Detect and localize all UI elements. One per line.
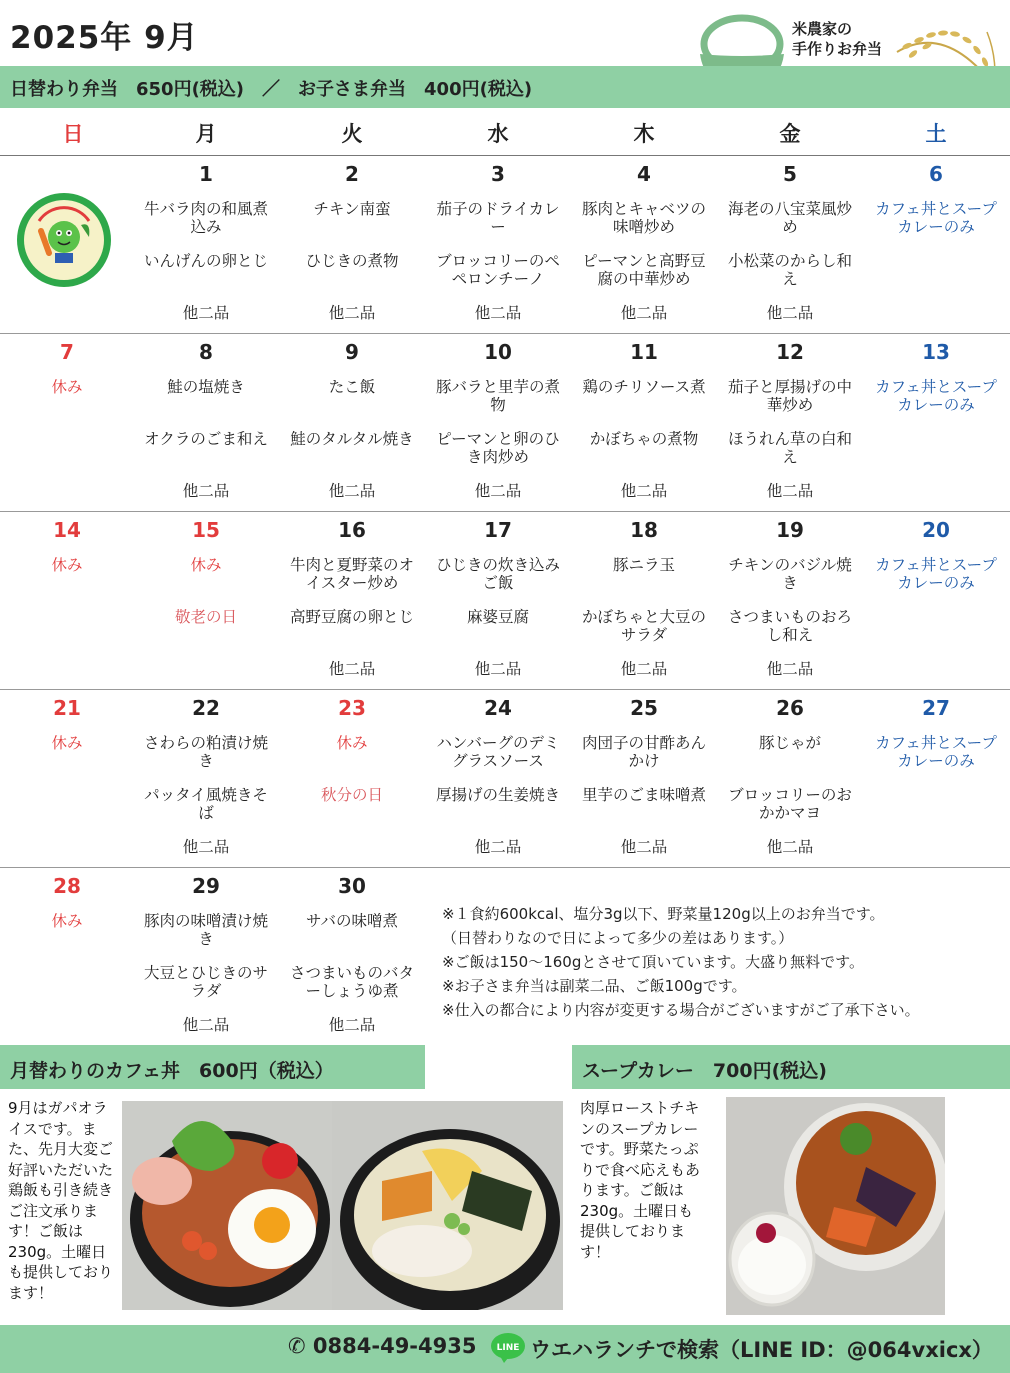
other-dishes: 他二品 — [620, 838, 668, 856]
other-dishes: 他二品 — [182, 838, 230, 856]
calendar-day-cell — [279, 690, 425, 868]
main-dish: 牛バラ肉の和風煮込み — [143, 200, 268, 236]
main-dish: 肉団子の甘酢あんかけ — [581, 734, 706, 770]
calendar-day-cell — [0, 334, 140, 512]
vegetable-menu-badge-icon — [15, 191, 113, 289]
gapao-rice-photo — [122, 1101, 332, 1310]
other-dishes: 他二品 — [182, 482, 230, 500]
main-dish: 休み — [51, 734, 83, 752]
main-dish: 鮭の塩焼き — [167, 378, 245, 396]
calendar-week-4 — [0, 690, 1010, 868]
calendar-day-cell — [133, 868, 279, 1046]
day-number: 13 — [922, 340, 950, 364]
main-dish: さわらの粕漬け焼き — [143, 734, 268, 770]
main-dish: 豚肉の味噌漬け焼き — [143, 912, 268, 948]
calendar-day-cell — [133, 334, 279, 512]
side-dish: ブロッコリーのペペロンチーノ — [436, 252, 560, 288]
weekday-mon: 月 — [195, 122, 217, 146]
calendar-day-cell — [0, 868, 140, 1046]
main-dish: カフェ丼とスープカレーのみ — [875, 734, 997, 770]
calendar-day-cell — [0, 690, 140, 868]
day-number: 19 — [776, 518, 804, 542]
day-number: 29 — [192, 874, 220, 898]
side-dish: ピーマンと高野豆腐の中華炒め — [582, 252, 706, 288]
main-dish: 休み — [190, 556, 222, 574]
side-dish: 高野豆腐の卵とじ — [289, 608, 414, 626]
side-dish: 麻婆豆腐 — [466, 608, 529, 626]
main-dish: 休み — [51, 556, 83, 574]
day-number: 11 — [630, 340, 658, 364]
side-dish: 大豆とひじきのサラダ — [143, 964, 268, 1000]
main-dish: 休み — [51, 378, 83, 396]
main-dish: 茄子と厚揚げの中華炒め — [727, 378, 852, 414]
day-number: 10 — [484, 340, 512, 364]
day-number: 7 — [60, 340, 74, 364]
line-badge-text: LINE — [496, 1343, 520, 1353]
calendar-day-cell — [717, 690, 863, 868]
main-dish: 休み — [51, 912, 83, 930]
line-search-text[interactable]: ウエハランチで検索（LINE ID：@064vxicx） — [530, 1338, 993, 1362]
calendar-day-cell — [425, 334, 571, 512]
day-number: 15 — [192, 518, 220, 542]
calendar-day-cell — [571, 690, 717, 868]
main-dish: 牛肉と夏野菜のオイスター炒め — [289, 556, 414, 592]
side-dish: かぼちゃと大豆のサラダ — [581, 608, 706, 644]
day-number: 30 — [338, 874, 366, 898]
day-number: 18 — [630, 518, 658, 542]
day-number: 4 — [637, 162, 651, 186]
calendar-day-cell — [571, 512, 717, 690]
other-dishes: 他二品 — [474, 660, 522, 678]
keihan-photo — [332, 1101, 563, 1310]
weekday-fri: 金 — [779, 122, 801, 146]
note-line: ※仕入の都合により内容が変更する場合がございますがご了承下さい。 — [442, 1001, 920, 1019]
day-number: 12 — [776, 340, 804, 364]
day-number: 16 — [338, 518, 366, 542]
weekday-header — [0, 110, 1010, 156]
calendar-day-cell — [571, 334, 717, 512]
other-dishes: 他二品 — [620, 482, 668, 500]
main-dish: チキン南蛮 — [313, 200, 391, 218]
day-number: 25 — [630, 696, 658, 720]
main-dish: ハンバーグのデミグラスソース — [436, 734, 560, 770]
day-number: 22 — [192, 696, 220, 720]
calendar-week-2 — [0, 334, 1010, 512]
calendar-day-cell — [279, 156, 425, 334]
cafe-description: 9月はガパオライスです。また、先月大変ご好評いただいた鶏飯も引き続きご注文承ります！ご飯は230g。土曜日も提供しております！ — [8, 1099, 114, 1302]
note-line: ※お子さま弁当は副菜二品、ご飯100gです。 — [442, 977, 747, 995]
side-dish: かぼちゃの煮物 — [589, 430, 699, 448]
main-dish: 海老の八宝菜風炒め — [727, 200, 852, 236]
other-dishes: 他二品 — [328, 304, 376, 322]
calendar-day-cell — [717, 512, 863, 690]
side-dish: 小松菜のからし和え — [727, 252, 852, 288]
calendar-day-cell — [863, 334, 1009, 512]
side-dish: 厚揚げの生姜焼き — [435, 786, 560, 804]
other-dishes: 他二品 — [328, 660, 376, 678]
other-dishes: 他二品 — [766, 304, 814, 322]
day-number: 17 — [484, 518, 512, 542]
side-dish: 鮭のタルタル焼き — [290, 430, 414, 448]
main-dish: 休み — [336, 734, 368, 752]
main-dish: カフェ丼とスープカレーのみ — [875, 200, 997, 236]
day-number: 5 — [783, 162, 797, 186]
day-number: 26 — [776, 696, 804, 720]
calendar-day-cell — [425, 156, 571, 334]
day-number: 20 — [922, 518, 950, 542]
day-number: 1 — [199, 162, 213, 186]
main-dish: たこ飯 — [328, 378, 376, 396]
other-dishes: 他二品 — [182, 1016, 230, 1034]
calendar-day-cell — [425, 690, 571, 868]
weekday-thu: 木 — [633, 122, 655, 146]
day-number: 6 — [929, 162, 943, 186]
main-dish: チキンのバジル焼き — [728, 556, 852, 592]
day-number: 3 — [491, 162, 505, 186]
logo-subtitle-1: 米農家の — [792, 20, 853, 38]
side-dish: さつまいものバターしょうゆ煮 — [289, 964, 414, 1000]
logo-subtitle-2: 手作りお弁当 — [792, 40, 883, 58]
note-line: （日替わりなので日によって多少の差はあります。） — [442, 929, 794, 947]
day-number: 23 — [338, 696, 366, 720]
price-line: 日替わり弁当 650円(税込) ／ お子さま弁当 400円(税込) — [10, 79, 533, 100]
day-number: 8 — [199, 340, 213, 364]
day-number: 28 — [53, 874, 81, 898]
note-line: ※ご飯は150〜160gとさせて頂いています。大盛り無料です。 — [442, 953, 864, 971]
phone-icon: ✆ — [288, 1334, 306, 1358]
other-dishes: 他二品 — [328, 482, 376, 500]
cafe-section-title: 月替わりのカフェ丼 600円（税込） — [10, 1060, 334, 1082]
calendar-day-cell — [0, 512, 140, 690]
calendar-day-cell — [133, 690, 279, 868]
phone-contact[interactable] — [288, 1334, 476, 1358]
main-dish: 豚ニラ玉 — [612, 556, 675, 574]
other-dishes: 他二品 — [474, 838, 522, 856]
side-dish: 秋分の日 — [320, 786, 383, 804]
side-dish: ブロッコリーのおかかマヨ — [728, 786, 852, 822]
soup-curry-photo — [726, 1097, 945, 1315]
side-dish: いんげんの卵とじ — [143, 252, 268, 270]
main-dish: 茄子のドライカレー — [436, 200, 560, 236]
day-number: 9 — [345, 340, 359, 364]
calendar-day-cell — [133, 156, 279, 334]
calendar-day-cell — [279, 334, 425, 512]
calendar-day-cell — [717, 156, 863, 334]
day-number: 27 — [922, 696, 950, 720]
other-dishes: 他二品 — [620, 304, 668, 322]
main-dish: 鶏のチリソース煮 — [582, 378, 706, 396]
side-dish: 敬老の日 — [174, 608, 237, 626]
soup-description: 肉厚ローストチキンのスープカレーです。野菜たっぷりで食べ応えもあります。ご飯は230g。土曜日も提供しております！ — [580, 1099, 701, 1261]
weekday-tue: 火 — [341, 122, 363, 146]
other-dishes: 他二品 — [620, 660, 668, 678]
day-number: 2 — [345, 162, 359, 186]
side-dish: さつまいものおろし和え — [727, 608, 852, 644]
calendar-day-cell — [571, 156, 717, 334]
weekday-sun: 日 — [62, 122, 84, 146]
side-dish: オクラのごま和え — [144, 430, 268, 448]
side-dish: ひじきの煮物 — [305, 252, 399, 270]
weekday-sat: 土 — [925, 122, 947, 146]
calendar-day-cell — [279, 512, 425, 690]
main-dish: 豚じゃが — [758, 734, 821, 752]
calendar-week-3 — [0, 512, 1010, 690]
main-dish: カフェ丼とスープカレーのみ — [875, 378, 997, 414]
other-dishes: 他二品 — [766, 838, 814, 856]
page-title: 2025年 9月 — [10, 20, 199, 56]
calendar-day-cell — [863, 512, 1009, 690]
calendar-day-cell — [863, 156, 1009, 334]
calendar-day-cell — [279, 868, 425, 1046]
line-app-icon — [490, 1332, 526, 1364]
note-line: ※１食約600kcal、塩分3g以下、野菜量120g以上のお弁当です。 — [442, 905, 885, 923]
main-dish: サバの味噌煮 — [305, 912, 399, 930]
other-dishes: 他二品 — [474, 482, 522, 500]
other-dishes: 他二品 — [182, 304, 230, 322]
calendar-day-cell — [863, 690, 1009, 868]
main-dish: カフェ丼とスープカレーのみ — [875, 556, 997, 592]
notes — [442, 902, 1002, 1022]
main-dish: 豚バラと里芋の煮物 — [435, 378, 560, 414]
side-dish: パッタイ風焼きそば — [144, 786, 268, 822]
other-dishes: 他二品 — [766, 482, 814, 500]
side-dish: 里芋のごま味噌煮 — [581, 786, 706, 804]
other-dishes: 他二品 — [766, 660, 814, 678]
side-dish: ほうれん草の白和え — [727, 430, 852, 466]
day-number: 21 — [53, 696, 81, 720]
calendar-day-cell — [717, 334, 863, 512]
weekday-wed: 水 — [487, 122, 509, 146]
phone-number: 0884-49-4935 — [312, 1334, 477, 1358]
day-number: 24 — [484, 696, 512, 720]
day-number: 14 — [53, 518, 81, 542]
main-dish: ひじきの炊き込みご飯 — [435, 556, 560, 592]
soup-section-title: スープカレー 700円(税込) — [582, 1060, 827, 1082]
other-dishes: 他二品 — [474, 304, 522, 322]
main-dish: 豚肉とキャベツの味噌炒め — [581, 200, 706, 236]
calendar-day-cell — [133, 512, 279, 690]
side-dish: ピーマンと卵のひき肉炒め — [436, 430, 560, 466]
calendar-day-cell — [425, 512, 571, 690]
other-dishes: 他二品 — [328, 1016, 376, 1034]
calendar-week-1 — [0, 156, 1010, 334]
